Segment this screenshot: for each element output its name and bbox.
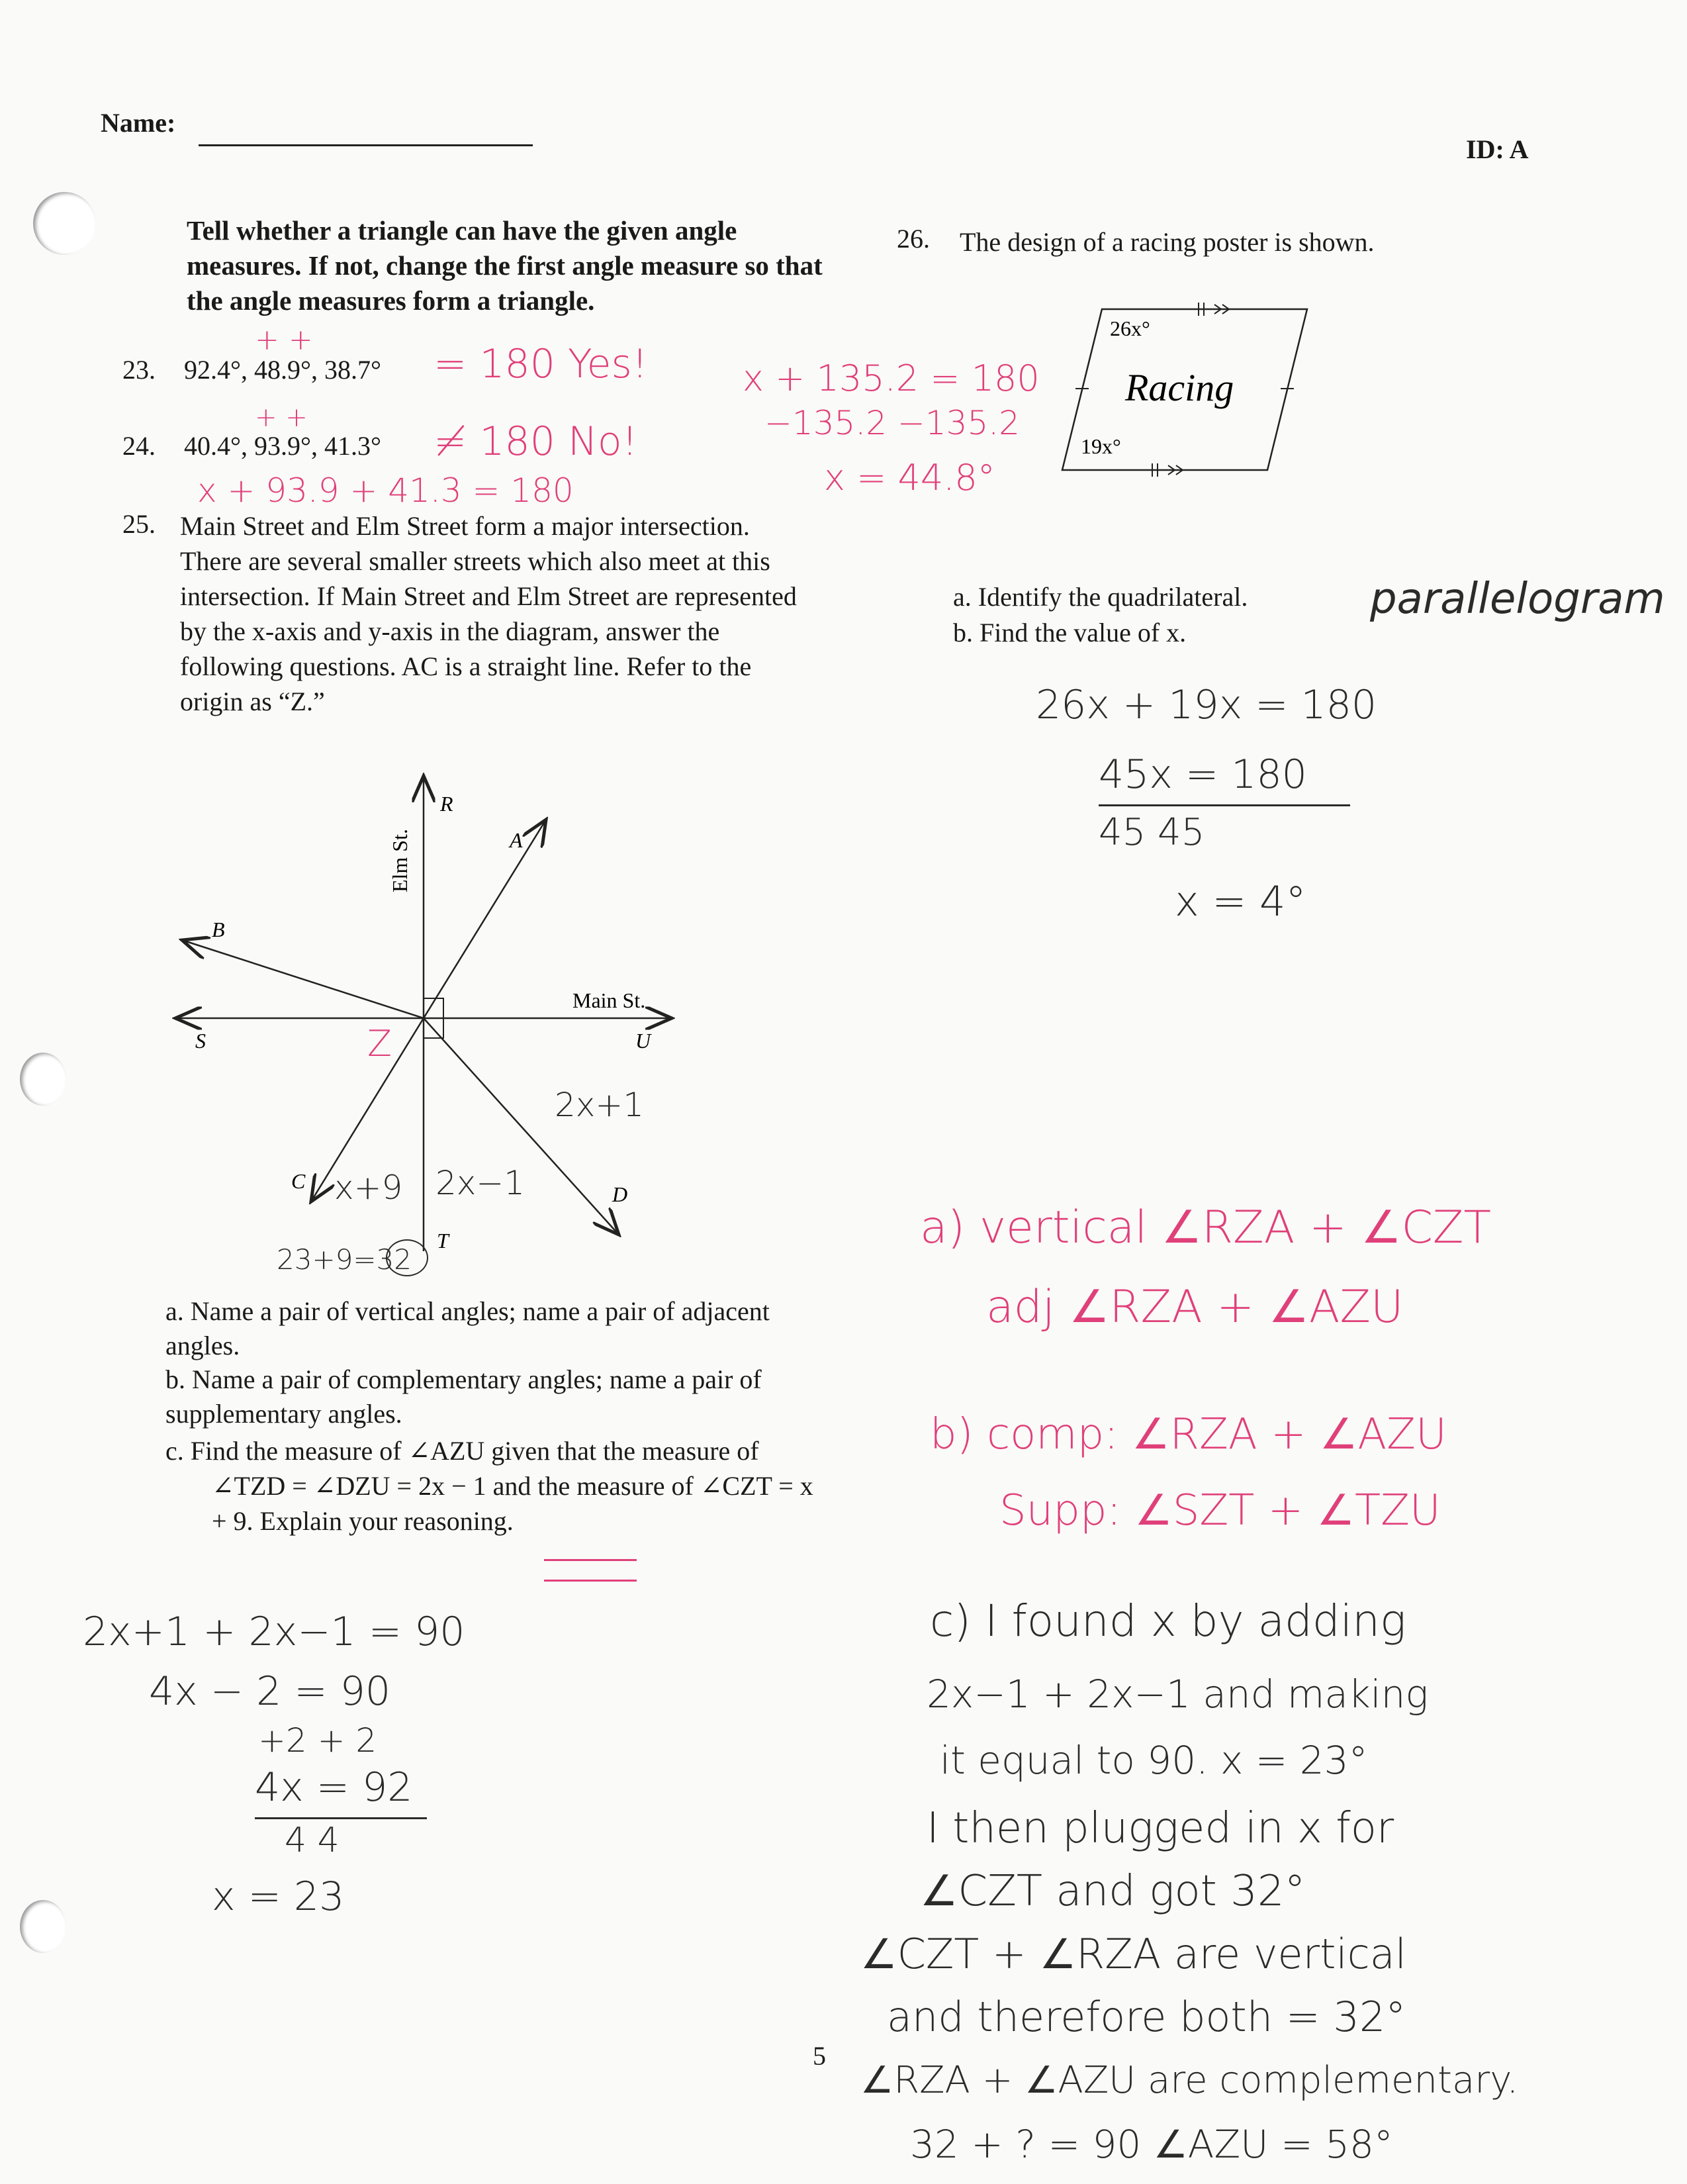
label-d: D bbox=[612, 1182, 628, 1206]
hand-p26b-1: 26x + 19x = 180 bbox=[1036, 682, 1377, 728]
hand-p23-check: = 180 Yes! bbox=[433, 341, 648, 387]
problem-25-text: Main Street and Elm Street form a major intersection. There are several smaller streets which also meet at this intersection. If Main Street and Elm Street are represented by the x-axis and y-axis in the diagram, answer the following questions. AC is a straight line. Refer to the origin as “Z.” bbox=[180, 511, 797, 716]
name-label: Name: bbox=[101, 108, 176, 138]
problem-23-text: 92.4°, 48.9°, 38.7° bbox=[184, 355, 381, 385]
label-main: Main St. bbox=[572, 988, 646, 1012]
fraction-bar bbox=[255, 1817, 427, 1819]
poster-bottom-angle: 19x° bbox=[1081, 434, 1121, 458]
hand-work-5: 4 4 bbox=[285, 1821, 340, 1860]
racing-poster-diagram bbox=[1056, 301, 1320, 480]
hand-ans-c3: it equal to 90. x = 23° bbox=[940, 1738, 1368, 1783]
hand-work-6: x = 23 bbox=[212, 1874, 345, 1920]
hand-p24-check: ≠ 180 No! bbox=[433, 418, 638, 465]
hand-ans-c8: ∠RZA + ∠AZU are complementary. bbox=[860, 2059, 1519, 2102]
hand-work-4: 4x = 92 bbox=[255, 1764, 413, 1811]
hand-p24-equation: x + 93.9 + 41.3 = 180 bbox=[197, 471, 574, 510]
hand-ans-c6: ∠CZT + ∠RZA are vertical bbox=[860, 1930, 1406, 1978]
label-c: C bbox=[291, 1169, 306, 1193]
circle-mark bbox=[386, 1239, 428, 1276]
hand-p26b-3: 45 45 bbox=[1099, 811, 1205, 854]
hand-ans-c1: c) I found x by adding bbox=[930, 1595, 1406, 1646]
page-number: 5 bbox=[813, 2041, 826, 2071]
hand-p23-plus: + + bbox=[255, 323, 313, 357]
instructions: Tell whether a triangle can have the given angle measures. If not, change the first angle measure so that the angle measures form a triangle. bbox=[187, 215, 823, 316]
name-line bbox=[199, 144, 533, 146]
hand-diag-2xm1: 2x−1 bbox=[435, 1164, 525, 1202]
label-s: S bbox=[195, 1029, 206, 1053]
hand-diag-z: Z bbox=[367, 1023, 392, 1065]
hand-p26b-2: 45x = 180 bbox=[1099, 751, 1307, 798]
poster-label: Racing bbox=[1125, 366, 1234, 409]
hand-ans-c9: 32 + ? = 90 ∠AZU = 58° bbox=[910, 2122, 1393, 2167]
binder-hole-middle bbox=[20, 1053, 66, 1106]
hand-side-1: x + 135.2 = 180 bbox=[743, 357, 1040, 399]
hand-ans-b1: b) comp: ∠RZA + ∠AZU bbox=[930, 1410, 1447, 1459]
hand-work-1: 2x+1 + 2x−1 = 90 bbox=[83, 1609, 465, 1655]
emphasis-lines bbox=[544, 1559, 637, 1582]
problem-25b: b. Name a pair of complementary angles; name a pair of supplementary angles. bbox=[165, 1364, 762, 1429]
hand-diag-x9: x+9 bbox=[334, 1168, 403, 1207]
hand-diag-sum: 23+9=32 bbox=[277, 1243, 412, 1276]
binder-hole-top bbox=[33, 192, 96, 255]
hand-p26a: parallelogram bbox=[1370, 575, 1665, 624]
id-label: ID: A bbox=[1466, 134, 1529, 164]
problem-26-number: 26. bbox=[897, 224, 930, 254]
label-u: U bbox=[635, 1029, 651, 1053]
hand-ans-a2: adj ∠RZA + ∠AZU bbox=[986, 1281, 1404, 1333]
problem-24-text: 40.4°, 93.9°, 41.3° bbox=[184, 431, 381, 461]
label-elm: Elm St. bbox=[388, 828, 412, 893]
hand-p24-plus: + + bbox=[255, 403, 308, 433]
intersection-diagram bbox=[159, 761, 702, 1258]
problem-25a: a. Name a pair of vertical angles; name a pair of adjacent angles. bbox=[165, 1296, 770, 1360]
poster-top-angle: 26x° bbox=[1110, 316, 1150, 340]
problem-23-number: 23. bbox=[122, 355, 156, 385]
problem-25c: c. Find the measure of ∠AZU given that the measure of ∠TZD = ∠DZU = 2x − 1 and the measure of ∠CZT = x + 9. Explain your reasoning. bbox=[165, 1436, 813, 1536]
binder-hole-bottom bbox=[20, 1900, 66, 1953]
problem-24-number: 24. bbox=[122, 431, 156, 461]
hand-ans-a1: a) vertical ∠RZA + ∠CZT bbox=[920, 1202, 1492, 1254]
label-t: T bbox=[437, 1229, 449, 1253]
hand-work-3: +2 + 2 bbox=[258, 1721, 377, 1760]
label-b: B bbox=[212, 918, 225, 941]
label-a: A bbox=[510, 828, 523, 852]
hand-ans-b2: Supp: ∠SZT + ∠TZU bbox=[999, 1486, 1441, 1535]
ray-za bbox=[424, 820, 546, 1018]
hand-side-3: x = 44.8° bbox=[824, 457, 995, 499]
fraction-bar-26 bbox=[1099, 804, 1350, 806]
hand-ans-c7: and therefore both = 32° bbox=[887, 1993, 1406, 2041]
hand-ans-c2: 2x−1 + 2x−1 and making bbox=[927, 1672, 1429, 1717]
problem-26b: b. Find the value of x. bbox=[953, 618, 1187, 647]
hand-ans-c4: I then plugged in x for bbox=[927, 1804, 1394, 1853]
label-r: R bbox=[440, 792, 453, 816]
ray-zb bbox=[182, 940, 424, 1018]
hand-ans-c5: ∠CZT and got 32° bbox=[920, 1867, 1306, 1916]
problem-26-text: The design of a racing poster is shown. bbox=[960, 227, 1375, 257]
hand-side-2: −135.2 −135.2 bbox=[764, 404, 1020, 442]
hand-p26b-4: x = 4° bbox=[1175, 877, 1306, 926]
problem-25-number: 25. bbox=[122, 509, 156, 539]
hand-diag-2x1: 2x+1 bbox=[555, 1086, 645, 1124]
problem-26a: a. Identify the quadrilateral. bbox=[953, 582, 1248, 612]
hand-work-2: 4x − 2 = 90 bbox=[149, 1668, 391, 1715]
